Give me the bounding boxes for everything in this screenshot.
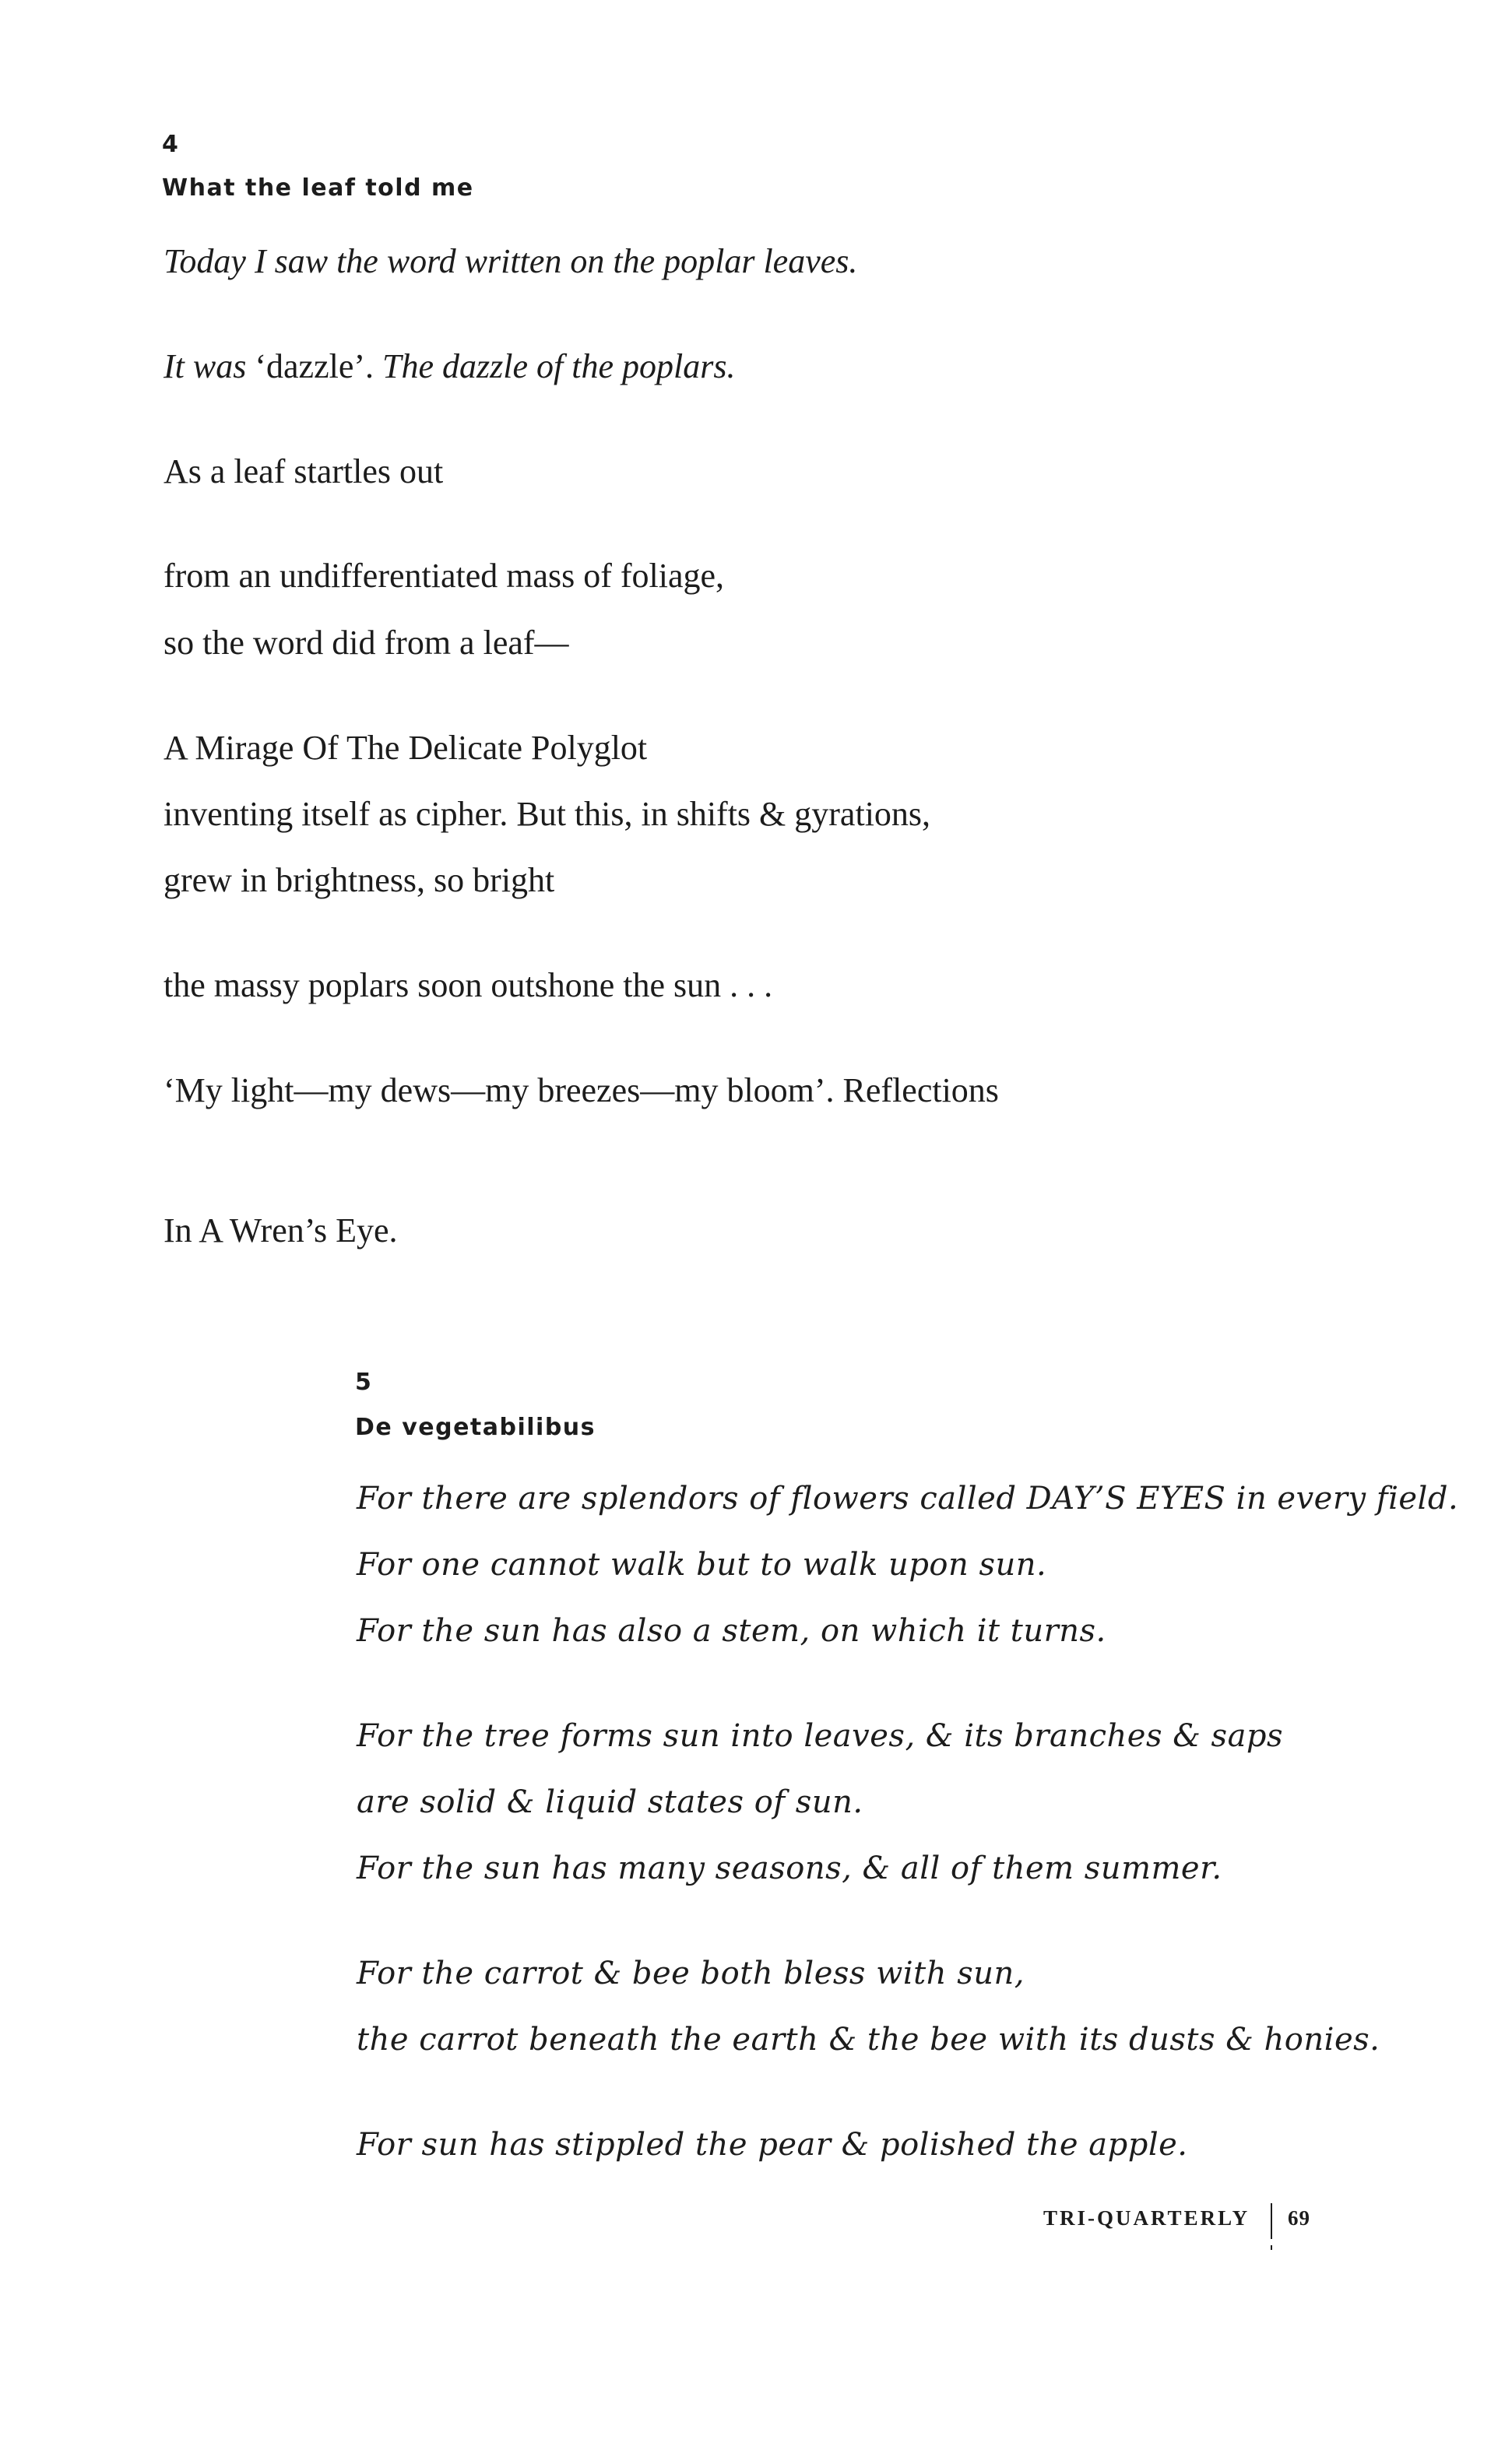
poem-line: For there are splendors of flowers called DAY’S EYES in every field.: [357, 1481, 1459, 1517]
poem-line-italic: Today I saw the word written on the poplar leaves.: [164, 242, 858, 280]
poem-line: For the carrot & bee both bless with sun,: [357, 1956, 1025, 1991]
poem-line: As a leaf startles out: [164, 452, 444, 490]
poem-line: the massy poplars soon outshone the sun . . .: [164, 966, 773, 1004]
journal-name: TRI-QUARTERLY: [1043, 2206, 1250, 2230]
poem-line: the carrot beneath the earth & the bee with its dusts & honies.: [357, 2022, 1380, 2058]
page-number: 69: [1288, 2206, 1310, 2230]
poem-line: inventing itself as cipher. But this, in shifts & gyrations,: [164, 795, 931, 833]
poem-line-italic: It was: [164, 347, 255, 385]
poem-line: For the sun has also a stem, on which it turns.: [357, 1613, 1106, 1649]
poem-line: from an undifferentiated mass of foliage,: [164, 557, 725, 595]
poem-line: A Mirage Of The Delicate Polyglot: [164, 729, 648, 767]
poem-line: For the tree forms sun into leaves, & its branches & saps: [357, 1718, 1284, 1754]
poem-line: For the sun has many seasons, & all of them summer.: [357, 1851, 1222, 1886]
footer-divider: [1271, 2203, 1272, 2239]
section-5-number: 5: [355, 1369, 372, 1396]
footer-divider-tick: [1271, 2245, 1272, 2250]
section-5-title: De vegetabilibus: [355, 1414, 596, 1441]
poem-line-roman: ‘dazzle’.: [255, 347, 383, 385]
poem-line: ‘My light—my dews—my breezes—my bloom’. Reflections: [164, 1071, 999, 1109]
poem-line: For one cannot walk but to walk upon sun.: [357, 1547, 1047, 1583]
poem-line: [164, 346, 735, 386]
poem-line: grew in brightness, so bright: [164, 861, 555, 899]
poem-line-italic: The dazzle of the poplars.: [382, 347, 736, 385]
poem-line: In A Wren’s Eye.: [164, 1211, 398, 1250]
section-4-number: 4: [162, 131, 179, 158]
poem-line: For sun has stippled the pear & polished the apple.: [357, 2127, 1188, 2163]
poem-line: are solid & liquid states of sun.: [357, 1784, 863, 1820]
poem-line: [164, 241, 857, 281]
poem-line: so the word did from a leaf—: [164, 624, 569, 662]
section-4-title: What the leaf told me: [162, 174, 474, 202]
